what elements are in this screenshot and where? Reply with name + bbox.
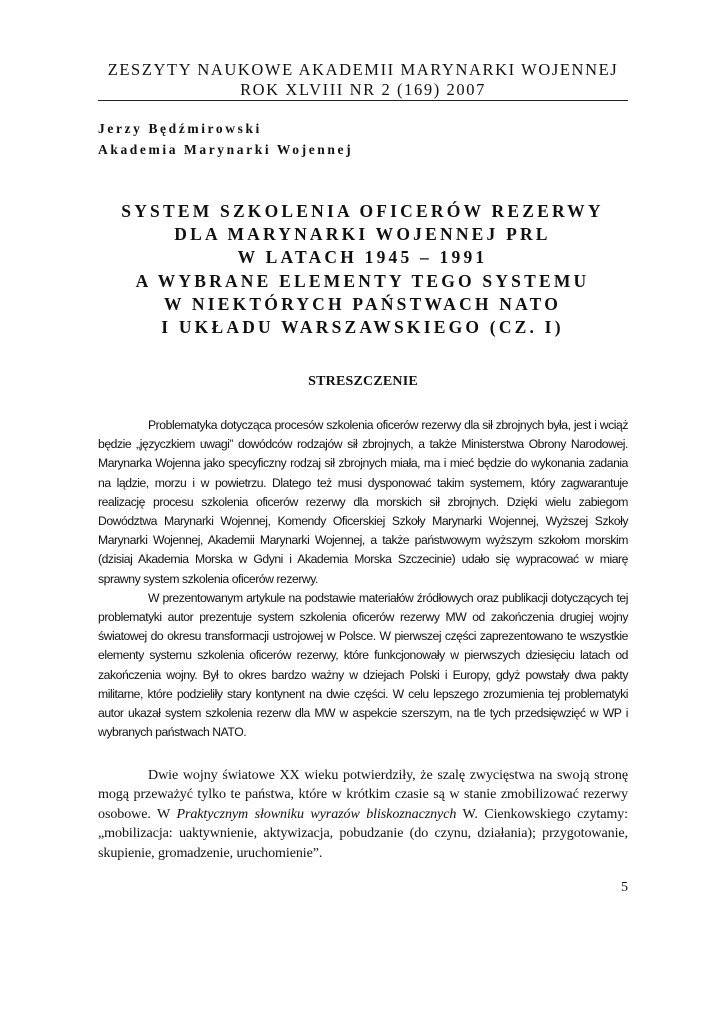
title-line: W LATACH 1945 – 1991 <box>237 247 488 268</box>
body-paragraph <box>98 766 628 863</box>
cited-dictionary-title: Praktycznym słowniku wyrazów bliskoznacznych <box>176 805 457 822</box>
journal-title: ZESZYTY NAUKOWE AKADEMII MARYNARKI WOJENNEJ <box>107 60 619 79</box>
author-name: Jerzy Będźmirowski <box>98 121 262 136</box>
title-line: A WYBRANE ELEMENTY TEGO SYSTEMU <box>135 270 590 291</box>
title-line: DLA MARYNARKI WOJENNEJ PRL <box>174 224 551 245</box>
body-text-start: Dwie wojny światowe XX wieku potwierdziły, że szalę zwycięstwa na swoją stronę mogą przeważyć tylko te państwa, które w krótkim czasie są w stanie zmobilizować rezerwy osobowe. W <box>98 767 628 822</box>
article-title <box>60 200 665 339</box>
abstract-paragraph: W prezentowanym artykule na podstawie materiałów źródłowych oraz publikacji dotyczących tej problematyki autor prezentuje system szkolenia oficerów rezerwy MW od zakończenia drugiej wojny światowej do okresu transformacji ustrojowej w Polsce. W pierwszej części zaprezentowano te wszystkie elementy systemu szkolenia oficerów rezerwy, które funkcjonowały w pierwszych dziesięciu latach od zakończenia wojny. Był to okres bardzo ważny w dziejach Polski i Europy, gdyż powstały dwa pakty militarne, które podzieliły stary kontynent na dwie części. W celu lepszego zrozumienia tej problematyki autor ukazał system szkolenia rezerw dla MW w aspekcie szerszym, na tle tych przedsięwzięć w WP i wybranych państwach NATO. <box>98 590 628 740</box>
author-block <box>98 118 353 160</box>
abstract-paragraph: Problematyka dotycząca procesów szkolenia oficerów rezerwy dla sił zbrojnych była, jest i wciąż będzie „języczkiem uwagi” dowódców rodzajów sił zbrojnych, a także Ministerstwa Obrony Narodowej. Marynarka Wojenna jako specyficzny rodzaj sił zbrojnych miała, ma i mieć będzie do wykonania zadania na lądzie, morzu i w powietrzu. Dlatego też musi dysponować takim systemem, który zagwarantuje realizację procesu szkolenia oficerów rezerwy dla morskich sił zbrojnych. Dzięki wielu zabiegom Dowództwa Marynarki Wojennej, Komendy Oficerskiej Szkoły Marynarki Wojennej, Wyższej Szkoły Marynarki Wojennej, Akademii Marynarki Wojennej, a także państwowym wyższym szkołom morskim (dzisiaj Akademia Morska w Gdyni i Akademia Morska Szczecinie) udało się wypracować w miarę sprawny system szkolenia oficerów rezerwy. <box>98 418 628 586</box>
title-line: SYSTEM SZKOLENIA OFICERÓW REZERWY <box>121 201 604 221</box>
header-rule <box>98 100 628 101</box>
journal-issue: ROK XLVIII NR 2 (169) 2007 <box>240 80 486 99</box>
page-number: 5 <box>621 880 628 895</box>
title-line: W NIEKTÓRYCH PAŃSTWACH NATO <box>163 293 562 314</box>
main-text <box>98 766 628 863</box>
abstract-body <box>98 416 628 742</box>
author-affiliation: Akademia Marynarki Wojennej <box>98 142 354 157</box>
abstract-heading: STRESZCZENIE <box>308 374 418 389</box>
body-text-end: W. Cienkowskiego czytamy: „mobilizacja: uaktywnienie, aktywizacja, pobudzanie (do czynu, działania); przygotowanie, skupienie, gromadzenie, uruchomienie”. <box>98 805 628 861</box>
title-line: I UKŁADU WARSZAWSKIEGO (CZ. I) <box>161 317 564 338</box>
journal-header <box>98 60 628 100</box>
